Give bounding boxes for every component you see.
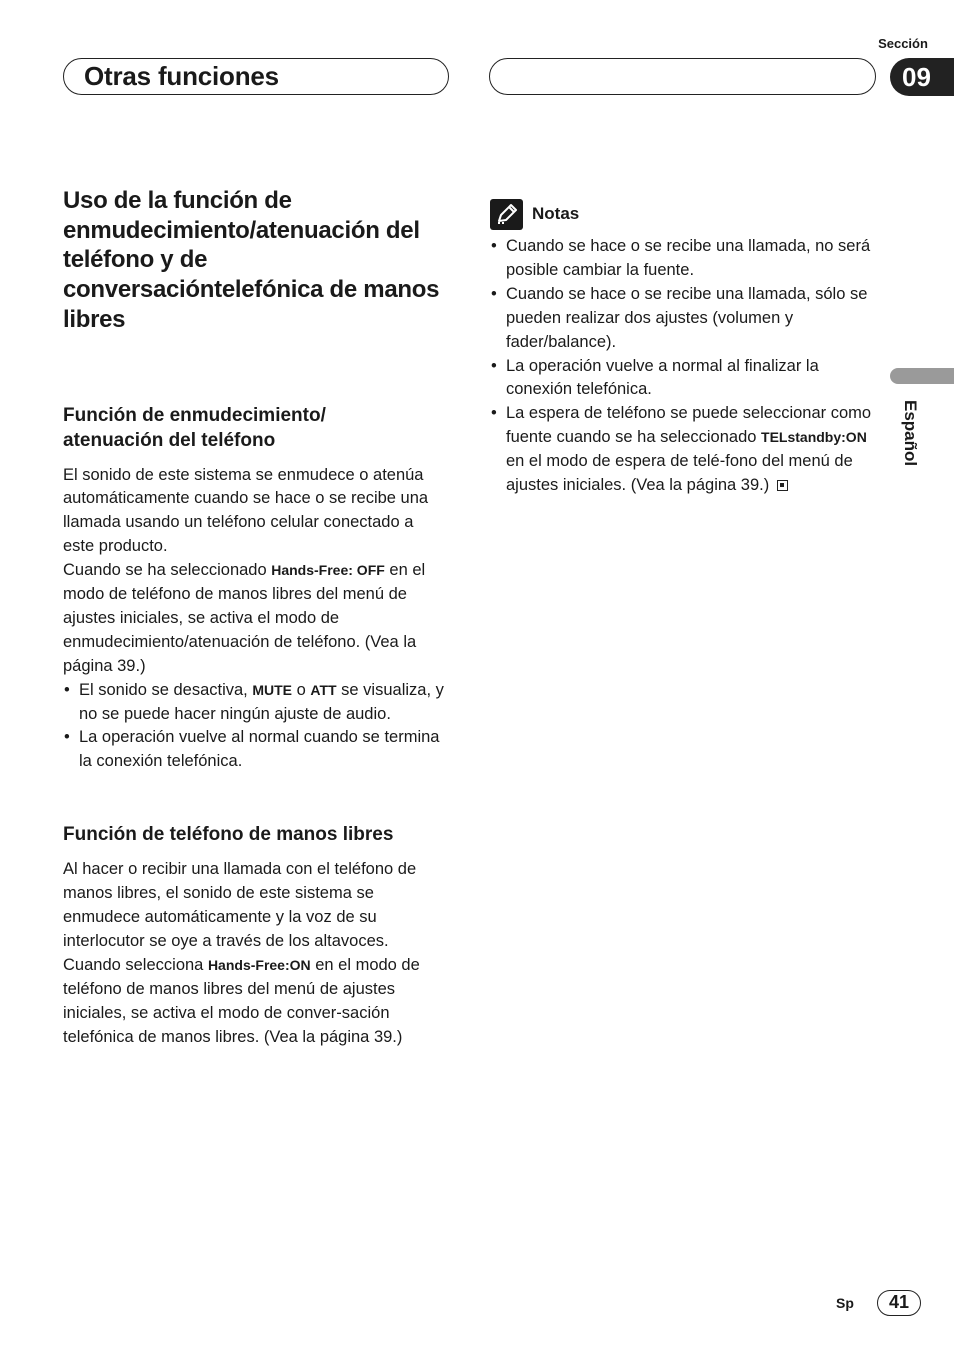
left-column (63, 186, 449, 1050)
page-number: 41 (877, 1290, 921, 1316)
list-item: • La operación vuelve a normal al finalizar la conexión telefónica. (490, 355, 876, 403)
list-item: • Cuando se hace o se recibe una llamada, sólo se pueden realizar dos ajustes (volumen y fader/balance). (490, 283, 876, 355)
subheading-mute: Función de enmudecimiento/ atenuación del teléfono (63, 404, 326, 451)
notes-title: Notas (532, 204, 580, 223)
text: en el modo de espera de telé-fono del menú de ajustes iniciales. (Vea la página 39.) (506, 452, 853, 495)
language-code: Sp (836, 1295, 854, 1311)
main-heading: Uso de la función de enmudecimiento/atenuación del teléfono y de conversacióntelefónica de manos libres (63, 187, 440, 333)
setting-code: Hands-Free:ON (207, 956, 311, 973)
text: El sonido se desactiva, (79, 680, 253, 699)
right-column (490, 198, 876, 498)
mute-paragraph-2 (63, 559, 449, 679)
handsfree-paragraph-1: Al hacer o recibir una llamada con el teléfono de manos libres, el sonido de este sistema se enmudece automáticamente y la voz de su interlocutor se oye a través de los altavoces. (63, 860, 417, 951)
chapter-title-frame (63, 58, 449, 95)
text: Cuando selecciona (63, 955, 208, 974)
pencil-icon (490, 199, 523, 230)
language-tab-marker (890, 368, 954, 384)
list-item: • La operación vuelve al normal cuando se termina la conexión telefónica. (63, 726, 449, 774)
text: Cuando se ha seleccionado (63, 561, 272, 580)
mute-bullet-list (63, 679, 449, 775)
text: La espera de teléfono se puede seleccionar como fuente cuando se ha seleccionado (506, 404, 872, 447)
section-number-tab: 09 (890, 58, 954, 96)
list-item (490, 402, 876, 498)
subheading-handsfree: Función de teléfono de manos libres (63, 824, 394, 846)
display-code: ATT (310, 681, 337, 698)
text: o (292, 680, 311, 699)
notes-header (490, 198, 876, 230)
mute-paragraph-1: El sonido de este sistema se enmudece o atenúa automáticamente cuando se hace o se recibe una llamada usando un teléfono celular conectado a este producto. (63, 465, 429, 556)
setting-code: Hands-Free: OFF (271, 562, 385, 579)
handsfree-paragraph-2 (63, 954, 449, 1050)
text: en el modo de teléfono de manos libres del menú de ajustes iniciales, se activa el modo de conver-sación telefónica de manos libres. (Vea la página 39.) (63, 955, 420, 1046)
text: en el modo de teléfono de manos libres del menú de ajustes iniciales, se activa el modo de enmudecimiento/atenuación de teléfono. (Vea la página 39.) (63, 561, 426, 675)
language-label: Español (901, 400, 920, 467)
chapter-title: Otras funciones (84, 61, 279, 91)
setting-code: TELstandby:ON (761, 429, 867, 446)
list-item (63, 679, 449, 727)
notes-list (490, 235, 876, 498)
header-frame-right (489, 58, 876, 95)
end-of-section-icon (777, 480, 788, 491)
display-code: MUTE (252, 681, 293, 698)
list-item: • Cuando se hace o se recibe una llamada, no será posible cambiar la fuente. (490, 235, 876, 283)
text: se visualiza, y no se puede hacer ningún ajuste de audio. (79, 680, 444, 723)
section-label: Sección (878, 36, 928, 51)
